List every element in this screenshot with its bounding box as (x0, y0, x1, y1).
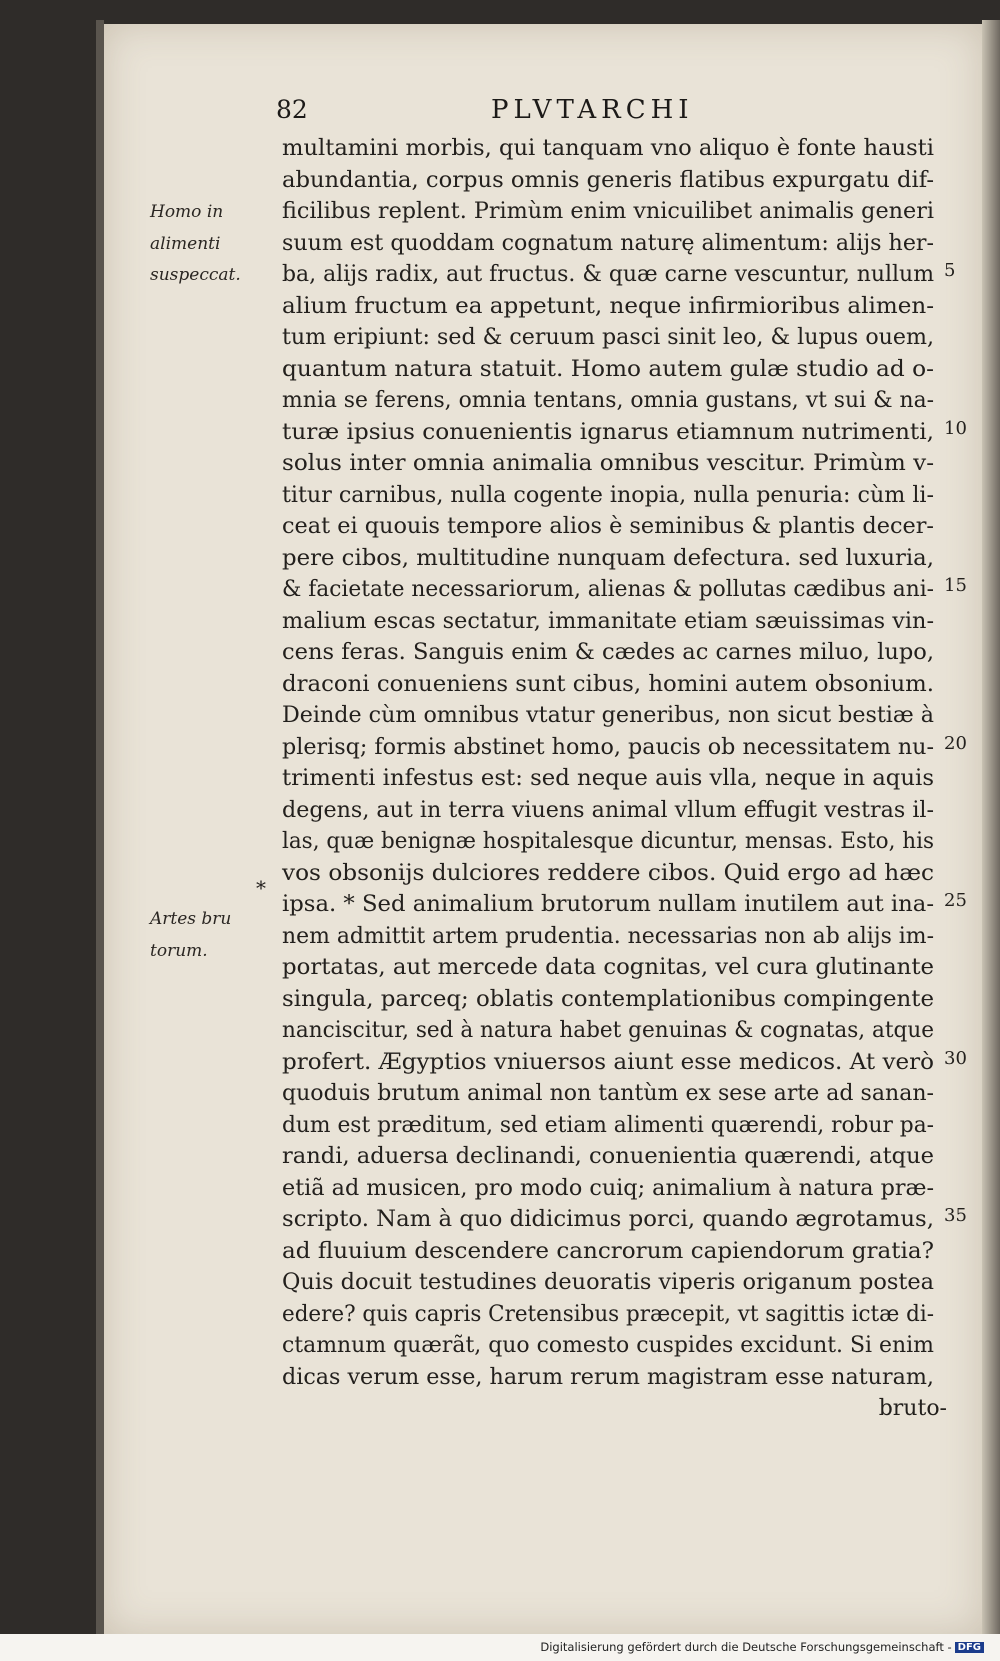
text-line: las, quæ benignæ hospitalesque dicuntur, mensas. Esto, his (282, 829, 934, 854)
text-line: ctamnum quærãt, quo comesto cuspides excidunt. Si enim (282, 1333, 934, 1358)
text-line: nanciscitur, sed à natura habet genuinas & cognatas, atque (282, 1018, 934, 1043)
page-number: 82 (276, 95, 308, 124)
page-edge-left (96, 20, 104, 1640)
text-line: cens feras. Sanguis enim & cædes ac carnes miluo, lupo, (282, 640, 934, 665)
text-line: abundantia, corpus omnis generis flatibus expurgatu dif- (282, 167, 934, 193)
text-line: singula, parceq; oblatis contemplationibus compingente (282, 986, 934, 1012)
text-line: solus inter omnia animalia omnibus vescitur. Primùm v- (282, 451, 934, 476)
text-line: vos obsonijs dulciores reddere cibos. Quid ergo ad hæc (282, 860, 934, 886)
running-title: PLVTARCHI (491, 95, 694, 125)
text-line: edere? quis capris Cretensibus præcepit, vt sagittis ictæ di- (282, 1301, 934, 1327)
text-line: degens, aut in terra viuens animal vllum effugit vestras il- (282, 797, 935, 823)
body-text (282, 133, 947, 1425)
line-number: 35 (944, 1205, 967, 1226)
text-line: pere cibos, multitudine nunquam defectura. sed luxuria, (282, 545, 934, 571)
text-line: randi, aduersa declinandi, conuenientia quærendi, atque (282, 1144, 934, 1169)
text-line: portatas, aut mercede data cognitas, vel cura glutinante (282, 955, 934, 980)
text-line: profert. Ægyptios vniuersos aiunt esse medicos. At verò (282, 1049, 934, 1075)
line-number: 25 (944, 890, 967, 911)
text-line: scripto. Nam à quo didicimus porci, quando ægrotamus, (282, 1207, 934, 1232)
text-line: tum eripiunt: sed & ceruum pasci sinit leo, & lupus ouem, (282, 325, 934, 350)
text-line: ipsa. * Sed animalium brutorum nullam inutilem aut ina- (282, 892, 934, 917)
dfg-logo: DFG (955, 1642, 984, 1653)
line-number: 20 (944, 733, 967, 754)
text-line: ficilibus replent. Primùm enim vnicuilibet animalis generi (282, 199, 934, 224)
text-line: quantum natura statuit. Homo autem gulæ studio ad o- (282, 356, 935, 382)
text-line: ba, alijs radix, aut fructus. & quæ carne vescuntur, nullum (282, 262, 934, 287)
text-line: trimenti infestus est: sed neque auis vlla, neque in aquis (282, 766, 934, 791)
text-line: quoduis brutum animal non tantùm ex sese arte ad sanan- (282, 1081, 934, 1106)
text-line: mnia se ferens, omnia tentans, omnia gustans, vt sui & na- (282, 388, 934, 413)
text-line: suum est quoddam cognatum naturę alimentum: alijs her- (282, 230, 934, 256)
text-line: plerisq; formis abstinet homo, paucis ob necessitatem nu- (282, 734, 934, 760)
text-line: draconi conueniens sunt cibus, homini autem obsonium. (282, 671, 934, 697)
text-line: Quis docuit testudines deuoratis viperis origanum postea (282, 1270, 934, 1295)
text-line: malium escas sectatur, immanitate etiam sæuissimas vin- (282, 608, 934, 634)
text-line: dum est præditum, sed etiam alimenti quærendi, robur pa- (282, 1112, 934, 1138)
line-number: 30 (944, 1048, 967, 1069)
text-line: Deinde cùm omnibus vtatur generibus, non sicut bestiæ à (282, 703, 934, 728)
page-header (276, 95, 756, 125)
text-line: multamini morbis, qui tanquam vno aliquo è fonte hausti (282, 136, 934, 161)
text-line: etiã ad musicen, pro modo cuiq; animalium à natura præ- (282, 1175, 934, 1201)
line-number: 10 (944, 418, 967, 439)
text-line: alium fructum ea appetunt, neque infirmioribus alimen- (282, 293, 934, 319)
line-number: 15 (944, 575, 967, 596)
text-line: nem admittit artem prudentia. necessarias non ab alijs im- (282, 923, 934, 949)
text-line: ad fluuium descendere cancrorum capiendorum gratia? (282, 1238, 934, 1264)
text-line: dicas verum esse, harum rerum magistram esse naturam, (282, 1364, 934, 1390)
text-line: ceat ei quouis tempore alios è seminibus & plantis decer- (282, 514, 934, 539)
line-number: 5 (944, 260, 956, 281)
marginal-note: Artes bru torum. (150, 909, 232, 961)
text-line: titur carnibus, nulla cogente inopia, nulla penuria: cùm li- (282, 482, 934, 508)
marginal-note: Homo in alimenti suspeccat. (150, 202, 241, 285)
catchword: bruto- (878, 1396, 947, 1421)
text-line: turæ ipsius conuenientis ignarus etiamnum nutrimenti, (282, 419, 934, 445)
note-marker: * (256, 876, 266, 900)
funding-credit (540, 1640, 984, 1654)
page-edge-right (982, 20, 1000, 1640)
funding-credit-text: Digitalisierung gefördert durch die Deutsche Forschungsgemeinschaft - (540, 1640, 952, 1654)
text-line: & facietate necessariorum, alienas & pollutas cædibus ani- (282, 577, 934, 602)
